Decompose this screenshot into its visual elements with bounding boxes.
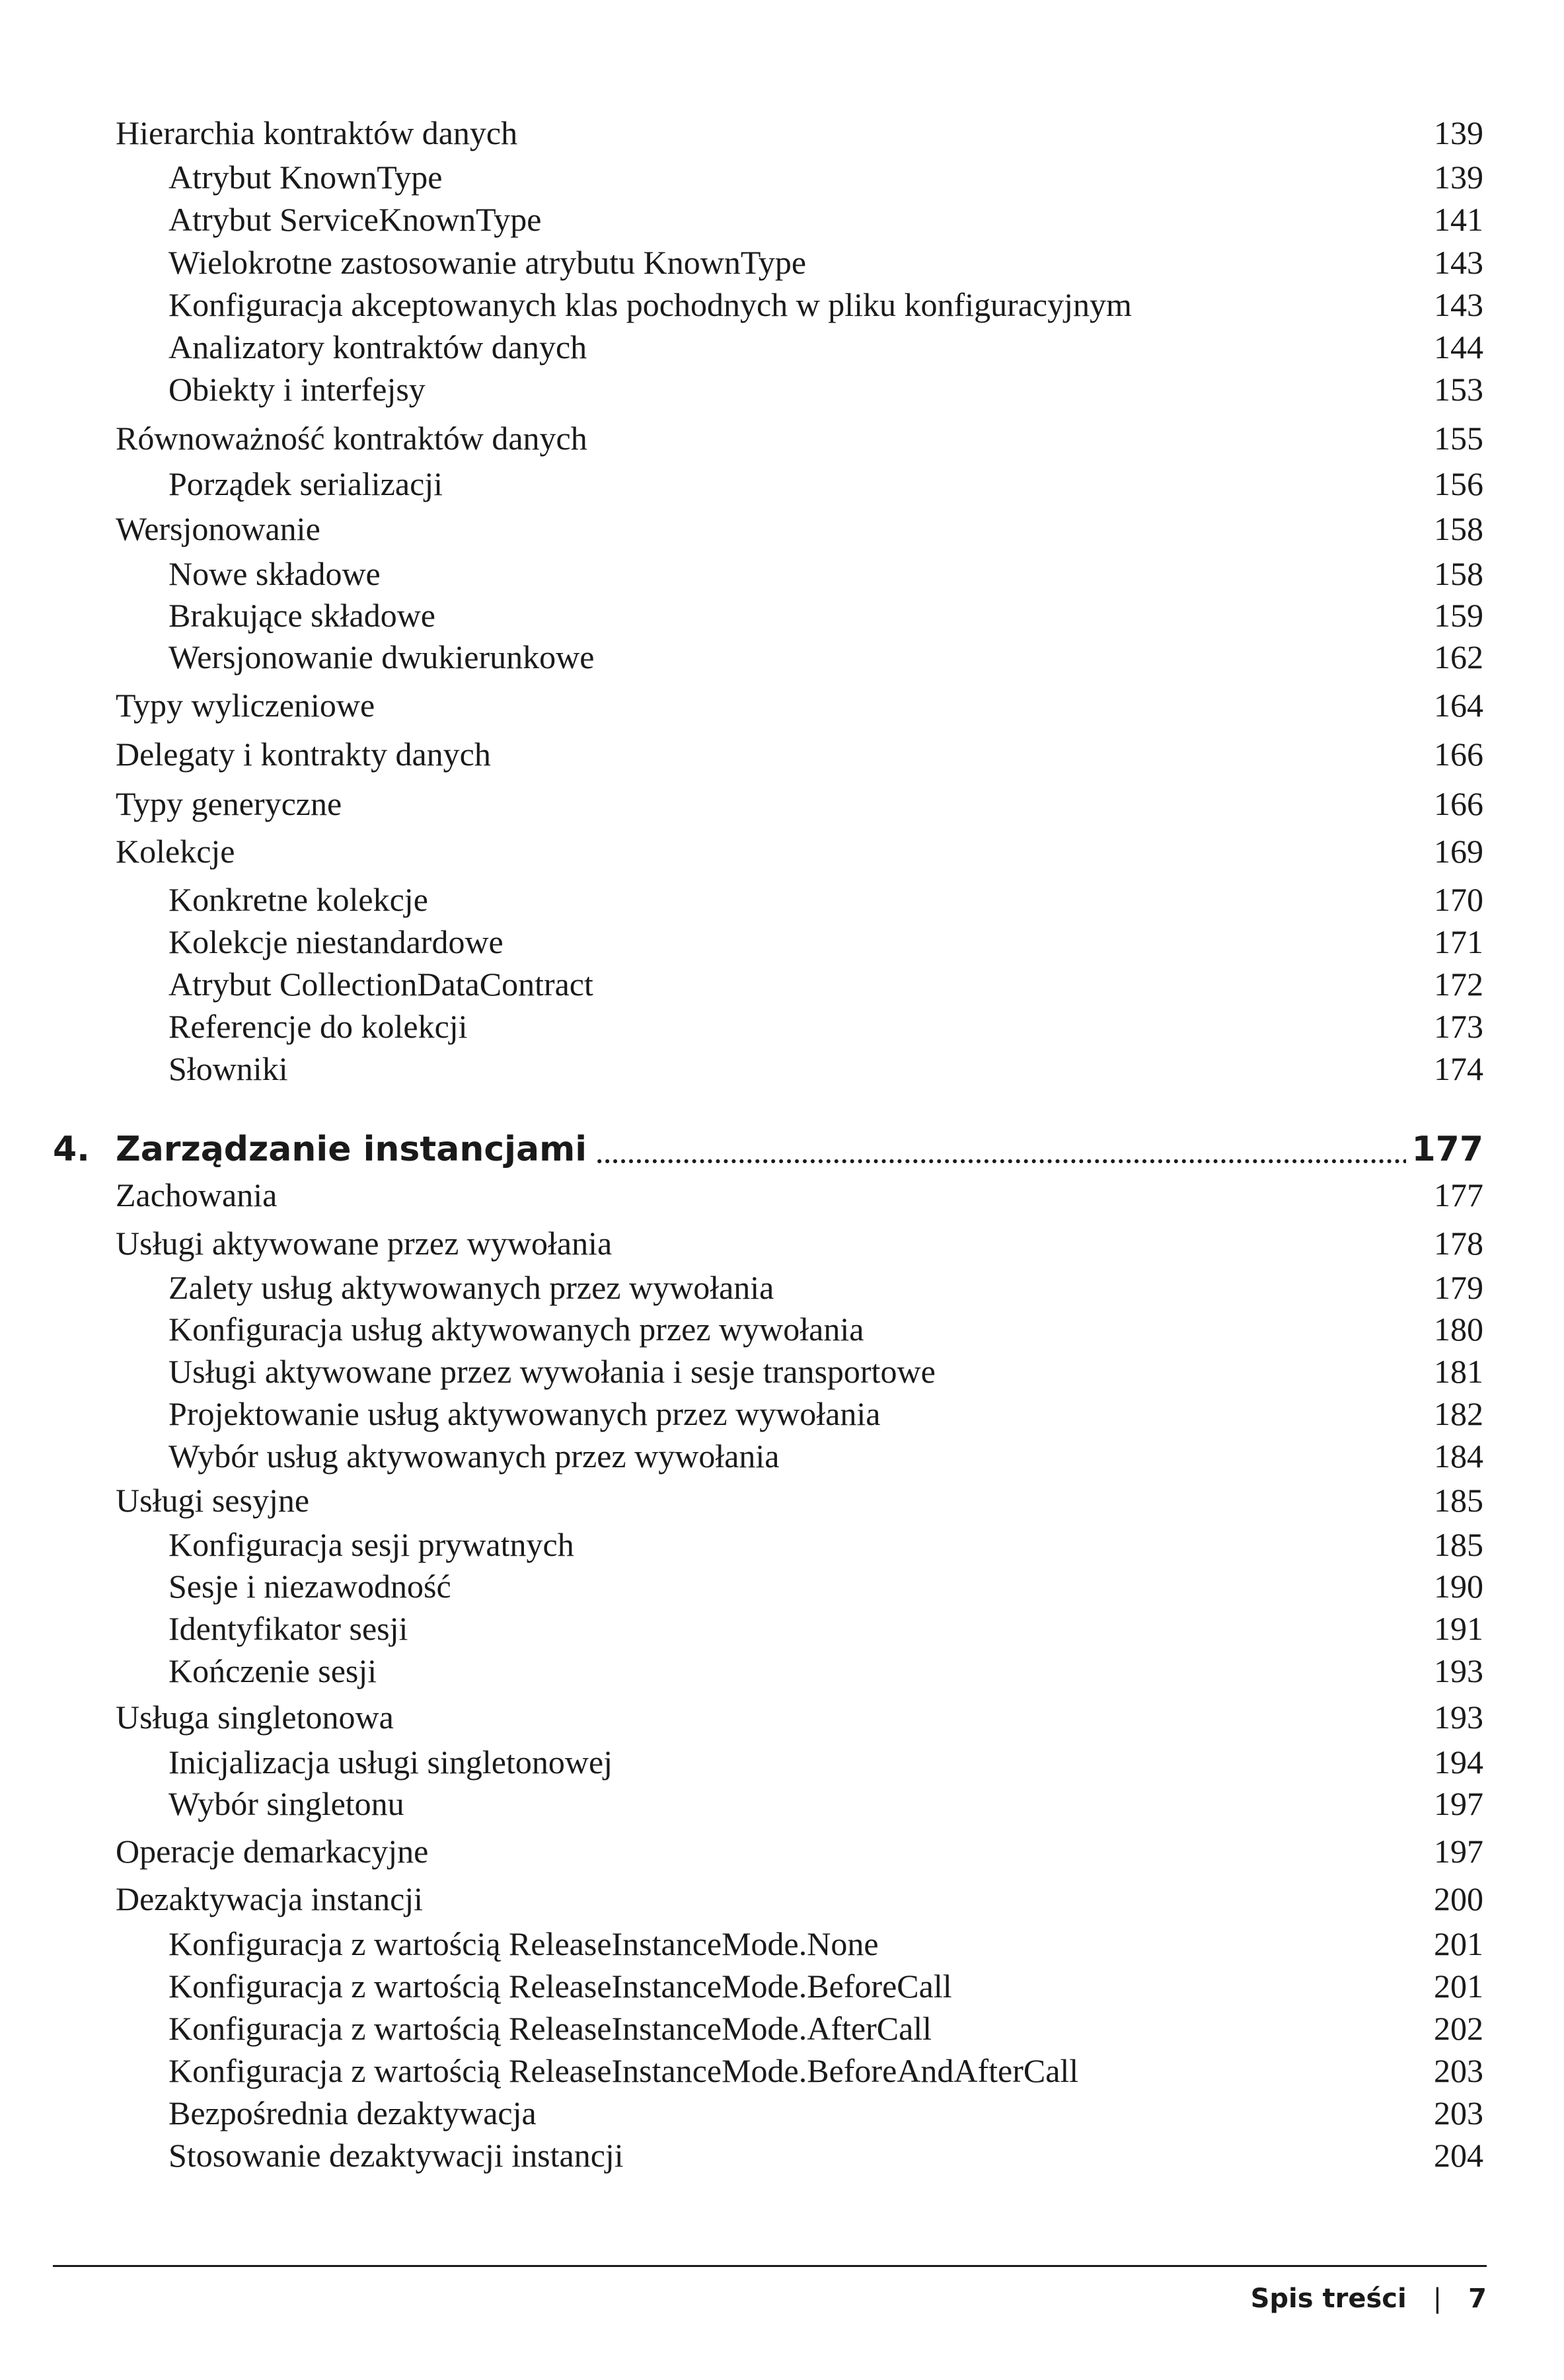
toc-entry-page: 177 [1434, 1176, 1483, 1213]
toc-entry-page: 182 [1434, 1395, 1483, 1432]
toc-entry-page: 164 [1434, 687, 1483, 724]
toc-entry-page: 172 [1434, 966, 1483, 1003]
toc-entry-page: 139 [1434, 114, 1483, 151]
toc-entry-title: Porządek serializacji [168, 465, 443, 502]
toc-entry-title: Identyfikator sesji [168, 1610, 408, 1647]
toc-entry-page: 162 [1434, 638, 1483, 675]
toc-entry-page: 178 [1434, 1225, 1483, 1262]
toc-entry-title: Zalety usług aktywowanych przez wywołania [168, 1269, 774, 1306]
toc-entry-title: Usługi sesyjne [116, 1482, 310, 1519]
toc-entry-title: Brakujące składowe [168, 597, 436, 634]
footer-section-title: Spis treści [1250, 2284, 1407, 2314]
chapter-heading[interactable] [53, 1125, 1483, 1174]
page-footer [1251, 2280, 1487, 2317]
toc-entry-title: Kolekcje [116, 833, 235, 870]
toc-entry-page: 193 [1434, 1699, 1483, 1736]
toc-entry-title: Atrybut ServiceKnownType [168, 201, 542, 238]
toc-entry-title: Zachowania [116, 1176, 278, 1213]
toc-entry-title: Analizatory kontraktów danych [168, 328, 587, 365]
toc-entry-page: 197 [1434, 1785, 1483, 1822]
toc-entry-title: Stosowanie dezaktywacji instancji [168, 2137, 624, 2174]
footer-page-number: 7 [1468, 2284, 1487, 2314]
toc-entry-title: Inicjalizacja usługi singletonowej [168, 1744, 613, 1781]
toc-entry-page: 141 [1434, 201, 1483, 238]
toc-entry-page: 203 [1434, 2094, 1483, 2131]
toc-entry-title: Typy generyczne [116, 785, 342, 822]
toc-entry-page: 202 [1434, 2010, 1483, 2047]
toc-entry-title: Słowniki [168, 1050, 288, 1087]
toc-entry-title: Konfiguracja z wartością ReleaseInstanceMode.AfterCall [168, 2010, 932, 2047]
toc-entry-title: Obiekty i interfejsy [168, 371, 426, 408]
toc-entry-page: 158 [1434, 555, 1483, 592]
toc-entry-page: 143 [1434, 286, 1483, 323]
footer-rule [53, 2265, 1487, 2267]
toc-entry-page: 180 [1434, 1311, 1483, 1348]
toc-entry-page: 200 [1434, 1880, 1483, 1917]
chapter-page-number: 177 [1406, 1125, 1483, 1174]
toc-entry-page: 144 [1434, 328, 1483, 365]
toc-entry-title: Konfiguracja akceptowanych klas pochodnych w pliku konfiguracyjnym [168, 286, 1132, 323]
toc-entry-page: 166 [1434, 785, 1483, 822]
toc-entry-page: 169 [1434, 833, 1483, 870]
chapter-title: Zarządzanie instancjami [116, 1125, 595, 1174]
toc-entry-title: Nowe składowe [168, 555, 381, 592]
toc-entry-title: Dezaktywacja instancji [116, 1880, 424, 1917]
toc-entry-title: Konkretne kolekcje [168, 881, 428, 918]
toc-entry-title: Konfiguracja usług aktywowanych przez wywołania [168, 1311, 864, 1348]
toc-entry-page: 156 [1434, 465, 1483, 502]
toc-entry-page: 170 [1434, 881, 1483, 918]
toc-entry-page: 181 [1434, 1353, 1483, 1390]
toc-entry-page: 197 [1434, 1833, 1483, 1870]
chapter-number: 4. [53, 1130, 90, 1169]
toc-entry-page: 191 [1434, 1610, 1483, 1647]
toc-entry-page: 184 [1434, 1438, 1483, 1475]
toc-entry-page: 193 [1434, 1652, 1483, 1689]
toc-entry-page: 171 [1434, 923, 1483, 960]
toc-entry-page: 194 [1434, 1744, 1483, 1781]
toc-entry-title: Atrybut KnownType [168, 159, 443, 196]
toc-entry-page: 204 [1434, 2137, 1483, 2174]
toc-entry-title: Wersjonowanie [116, 510, 320, 547]
toc-entry-page: 155 [1434, 420, 1483, 457]
toc-entry-page: 159 [1434, 597, 1483, 634]
toc-entry-title: Usługa singletonowa [116, 1699, 394, 1736]
toc-entry-title: Projektowanie usług aktywowanych przez wywołania [168, 1395, 881, 1432]
toc-entry-title: Kończenie sesji [168, 1652, 377, 1689]
footer-separator: | [1433, 2284, 1442, 2314]
toc-entry-page: 174 [1434, 1050, 1483, 1087]
toc-entry-title: Wybór singletonu [168, 1785, 404, 1822]
toc-entry-page: 185 [1434, 1526, 1483, 1563]
toc-entry-title: Referencje do kolekcji [168, 1008, 468, 1045]
toc-entry-title: Delegaty i kontrakty danych [116, 736, 491, 773]
toc-entry-page: 190 [1434, 1568, 1483, 1605]
toc-entry-page: 153 [1434, 371, 1483, 408]
toc-entry-page: 201 [1434, 1925, 1483, 1962]
toc-entry-title: Wielokrotne zastosowanie atrybutu KnownType [168, 244, 807, 281]
toc-entry-title: Bezpośrednia dezaktywacja [168, 2094, 537, 2131]
toc-entry-title: Sesje i niezawodność [168, 1568, 451, 1605]
toc-entry-page: 139 [1434, 159, 1483, 196]
toc-entry-title: Atrybut CollectionDataContract [168, 966, 593, 1003]
toc-entry-title: Konfiguracja z wartością ReleaseInstanceMode.None [168, 1925, 879, 1962]
toc-entry-title: Usługi aktywowane przez wywołania i sesje transportowe [168, 1353, 936, 1390]
toc-entry-title: Równoważność kontraktów danych [116, 420, 587, 457]
toc-entry-title: Konfiguracja z wartością ReleaseInstanceMode.BeforeAndAfterCall [168, 2052, 1079, 2089]
toc-entry-page: 179 [1434, 1269, 1483, 1306]
toc-entry-title: Konfiguracja sesji prywatnych [168, 1526, 574, 1563]
toc-entry-page: 203 [1434, 2052, 1483, 2089]
toc-entry-page: 185 [1434, 1482, 1483, 1519]
toc-entry-title: Konfiguracja z wartością ReleaseInstanceMode.BeforeCall [168, 1968, 952, 2005]
toc-entry-page: 158 [1434, 510, 1483, 547]
toc-entry-page: 143 [1434, 244, 1483, 281]
toc-entry-title: Kolekcje niestandardowe [168, 923, 503, 960]
toc-entry-title: Wersjonowanie dwukierunkowe [168, 638, 595, 675]
toc-entry-title: Typy wyliczeniowe [116, 687, 375, 724]
toc-entry-page: 166 [1434, 736, 1483, 773]
toc-entry-page: 201 [1434, 1968, 1483, 2005]
toc-entry-title: Wybór usług aktywowanych przez wywołania [168, 1438, 780, 1475]
toc-entry-title: Operacje demarkacyjne [116, 1833, 429, 1870]
toc-entry-title: Usługi aktywowane przez wywołania [116, 1225, 613, 1262]
toc-entry-page: 173 [1434, 1008, 1483, 1045]
toc-entry-title: Hierarchia kontraktów danych [116, 114, 518, 151]
